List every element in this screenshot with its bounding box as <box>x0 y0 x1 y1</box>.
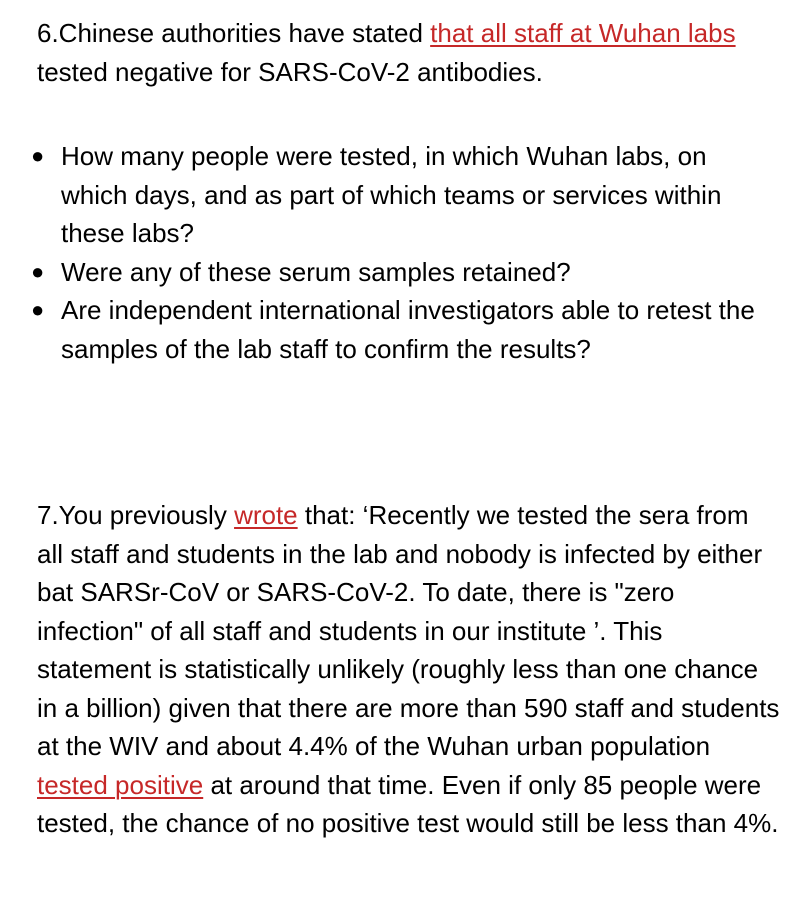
question-item <box>31 253 761 292</box>
bullet-icon: ● <box>31 258 45 284</box>
section-6-questions <box>31 137 780 368</box>
section-6-statement <box>37 14 780 91</box>
section-6-rest: tested negative for SARS-CoV-2 antibodies. <box>37 56 543 87</box>
bullet-icon: ● <box>31 143 45 168</box>
question-text: How many people were tested, in which Wuhan labs, on which days, and as part of which teams or services within these labs? <box>61 141 722 248</box>
section-7-end: at around that time. Even if only 85 people were tested, the chance of no positive test would still be less than 4%. <box>37 769 779 838</box>
section-7-statement <box>37 496 780 843</box>
wrote-link[interactable]: wrote <box>234 500 298 530</box>
tested-positive-link[interactable]: tested positive <box>37 769 204 800</box>
question-text: Are independent international investigators able to retest the samples of the lab staff to confirm the results? <box>61 295 755 364</box>
section-7-quote: that: ‘Recently we tested the sera from all staff and students in the lab and nobody is infected by either bat SARSr-CoV or SARS-CoV-2. To date, there is "zero infection" of all staff and students in our institute ’. This statement is statistically unlikely (roughly less than one chance in a billion) given that there are more than 590 staff and students at the WIV and about 4.4% of the Wuhan urban population <box>37 500 780 761</box>
section-6-intro: 6.Chinese authorities have stated <box>37 18 431 48</box>
staff-tested-link[interactable]: that all staff at Wuhan labs <box>430 18 736 48</box>
question-text: Were any of these serum samples retained? <box>61 256 571 287</box>
question-item <box>31 291 761 368</box>
question-item <box>31 137 761 253</box>
bullet-icon: ● <box>31 297 45 322</box>
section-7-intro: 7.You previously <box>37 500 235 530</box>
